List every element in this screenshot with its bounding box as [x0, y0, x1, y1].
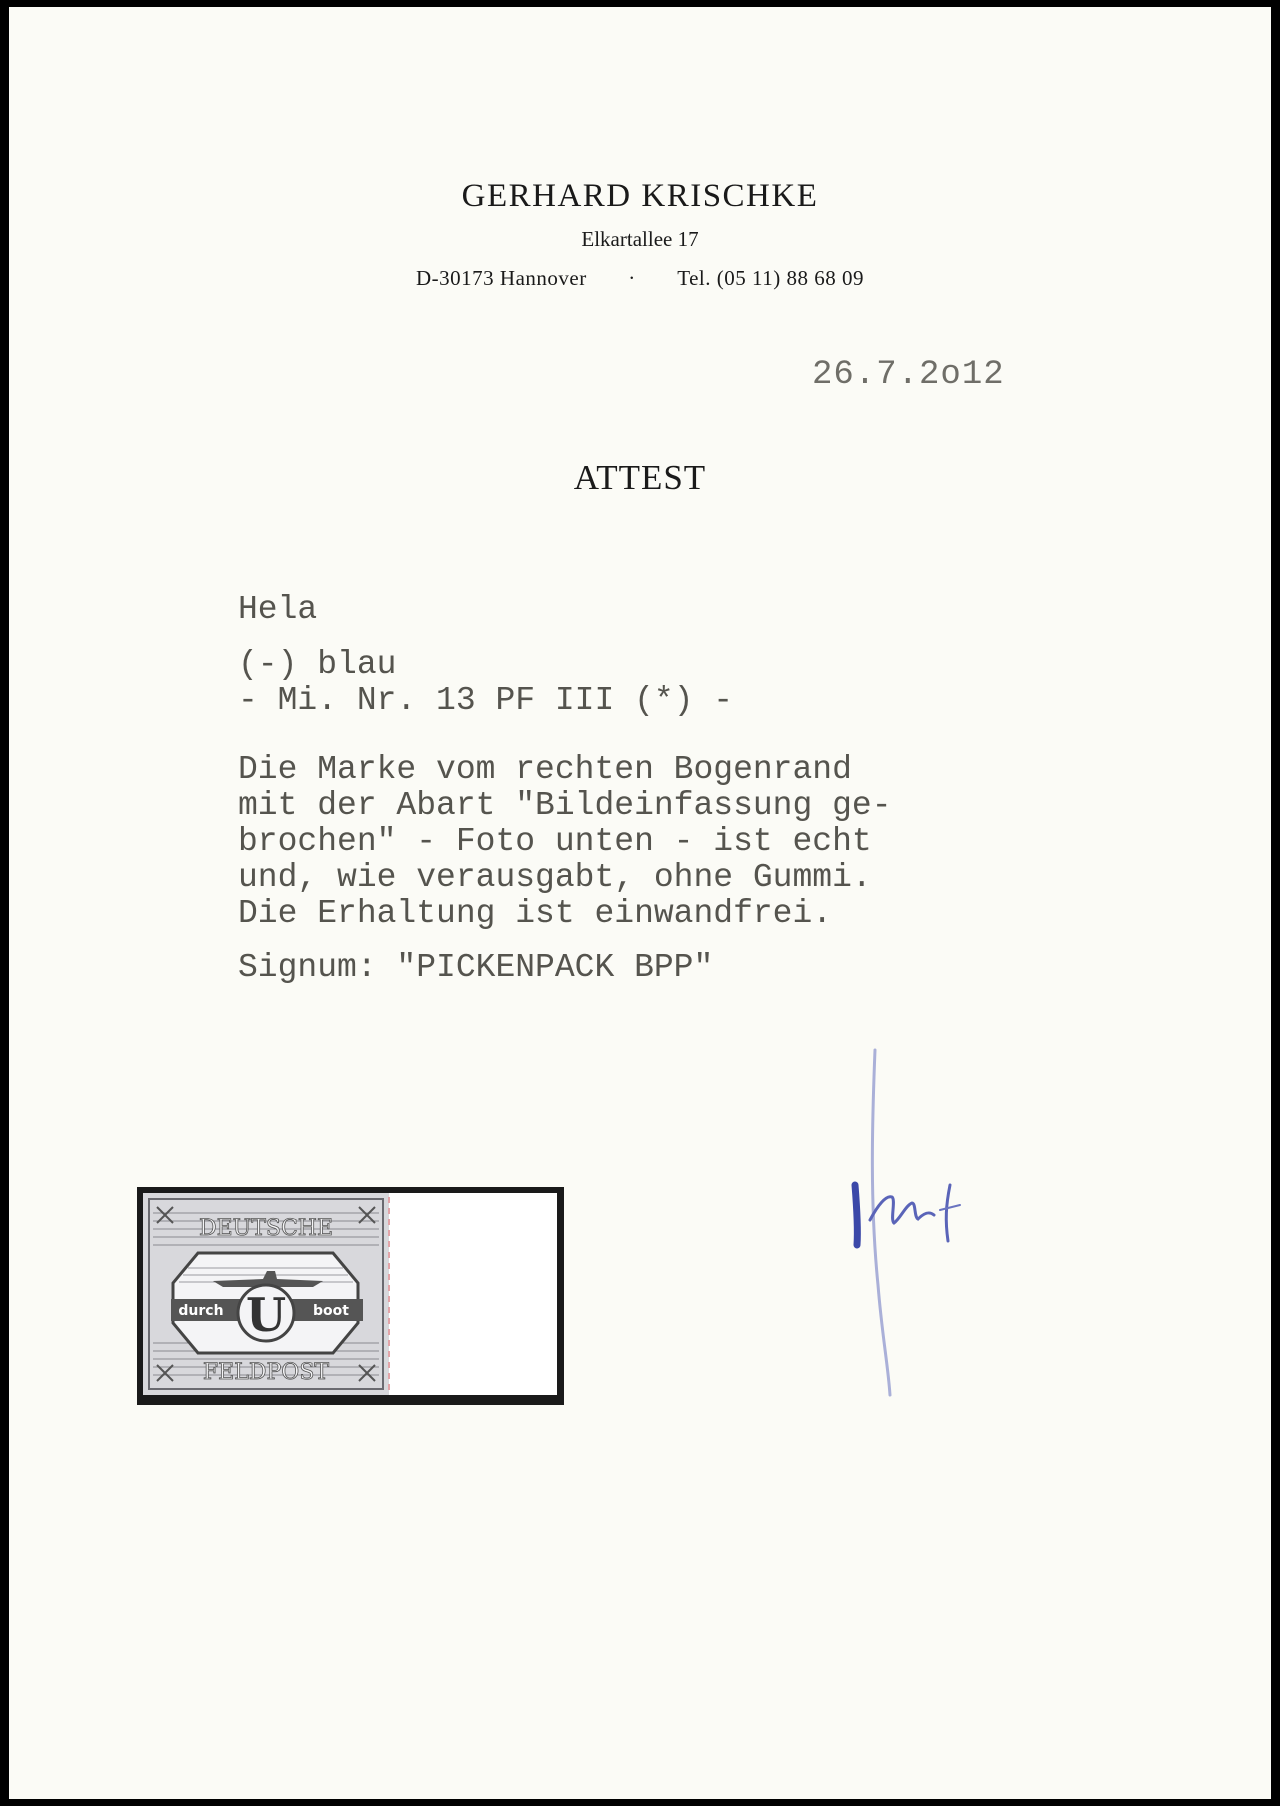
- letterhead-contact-line: [0, 266, 1280, 291]
- letterhead-name: GERHARD KRISCHKE: [461, 178, 819, 214]
- description-line: Die Erhaltung ist einwandfrei.: [238, 895, 833, 932]
- feldpost-stamp-icon: [143, 1193, 557, 1395]
- handwritten-signature-icon: [830, 1045, 1010, 1405]
- stamp-top-text: DEUTSCHE: [198, 1216, 334, 1241]
- signum-line: Signum: "PICKENPACK BPP": [238, 949, 714, 986]
- letterhead-separator: ·: [628, 266, 636, 290]
- stamp-right-word: boot: [313, 1303, 349, 1319]
- attest-heading: ATTEST: [573, 458, 707, 497]
- description-line: mit der Abart "Bildeinfassung ge-: [238, 787, 892, 824]
- description-line: Die Marke vom rechten Bogenrand: [238, 751, 852, 788]
- stamp-photo: [137, 1187, 564, 1405]
- stamp-bottom-text: FELDPOST: [202, 1360, 330, 1385]
- letterhead-city: D-30173 Hannover: [416, 266, 587, 290]
- attest-date: 26.7.2o12: [812, 356, 1005, 394]
- stamp-place: Hela: [238, 591, 318, 628]
- stamp-photo-inner: [143, 1193, 557, 1395]
- letterhead-phone: Tel. (05 11) 88 68 09: [677, 266, 864, 290]
- stamp-left-word: durch: [178, 1303, 224, 1319]
- stamp-color: (-) blau: [238, 646, 397, 683]
- letterhead-street: Elkartallee 17: [581, 227, 699, 251]
- catalog-number: - Mi. Nr. 13 PF III (*) -: [238, 682, 734, 719]
- description-line: brochen" - Foto unten - ist echt: [238, 823, 872, 860]
- stamp-center-letter: U: [245, 1288, 287, 1342]
- description-line: und, wie verausgabt, ohne Gummi.: [238, 859, 872, 896]
